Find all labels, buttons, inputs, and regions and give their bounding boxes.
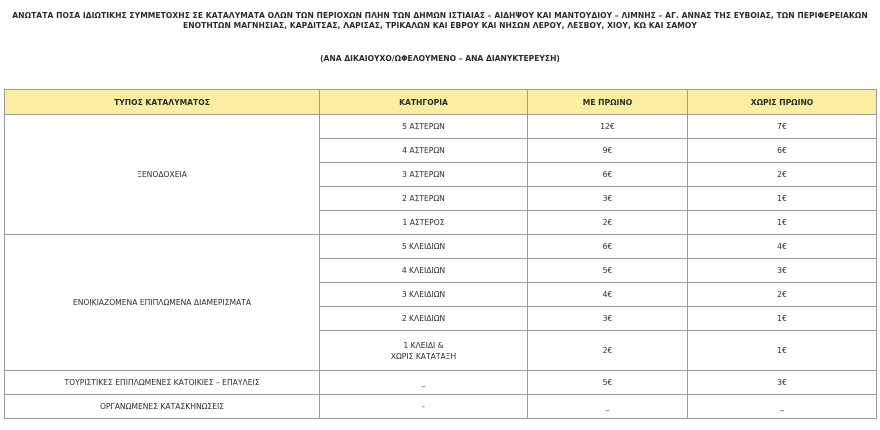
category-cell: 5 ΚΛΕΙΔΙΩΝ xyxy=(320,235,528,259)
header-without-breakfast: ΧΩΡΙΣ ΠΡΩΙΝΟ xyxy=(688,90,877,115)
table-row xyxy=(5,235,877,259)
without-breakfast-cell: _ xyxy=(688,395,877,419)
with-breakfast-cell: 12€ xyxy=(528,115,688,139)
with-breakfast-cell: 2€ xyxy=(528,331,688,371)
table-row xyxy=(5,395,877,419)
without-breakfast-cell: 1€ xyxy=(688,307,877,331)
category-line-2: ΧΩΡΙΣ ΚΑΤΑΤΑΞΗ xyxy=(390,351,457,361)
table-header-row xyxy=(5,90,877,115)
document-subtitle: (ΑΝΑ ΔΙΚΑΙΟΥΧΟ/ΩΦΕΛΟΥΜΕΝΟ – ΑΝΑ ΔΙΑΝΥΚΤΕΡΕΥΣΗ) xyxy=(320,54,560,63)
with-breakfast-cell: 5€ xyxy=(528,371,688,395)
category-cell: - xyxy=(320,395,528,419)
with-breakfast-cell: 3€ xyxy=(528,187,688,211)
without-breakfast-cell: 3€ xyxy=(688,259,877,283)
without-breakfast-cell: 4€ xyxy=(688,235,877,259)
category-cell: 2 ΑΣΤΕΡΩΝ xyxy=(320,187,528,211)
without-breakfast-cell: 2€ xyxy=(688,163,877,187)
table-row xyxy=(5,371,877,395)
accommodation-type-camping: ΟΡΓΑΝΩΜΕΝΕΣ ΚΑΤΑΣΚΗΝΩΣΕΙΣ xyxy=(5,395,320,419)
without-breakfast-cell: 1€ xyxy=(688,331,877,371)
category-line-1: 1 ΚΛΕΙΔΙ & xyxy=(403,340,444,350)
with-breakfast-cell: 6€ xyxy=(528,235,688,259)
accommodation-type-hotels: ΞΕΝΟΔΟΧΕΙΑ xyxy=(5,115,320,235)
with-breakfast-cell: 5€ xyxy=(528,259,688,283)
rates-table xyxy=(4,89,877,419)
table-row xyxy=(5,115,877,139)
category-cell: 4 ΑΣΤΕΡΩΝ xyxy=(320,139,528,163)
with-breakfast-cell: 2€ xyxy=(528,211,688,235)
category-cell: _ xyxy=(320,371,528,395)
header-with-breakfast: ΜΕ ΠΡΩΙΝΟ xyxy=(528,90,688,115)
with-breakfast-cell: 9€ xyxy=(528,139,688,163)
without-breakfast-cell: 2€ xyxy=(688,283,877,307)
category-cell: 3 ΚΛΕΙΔΙΩΝ xyxy=(320,283,528,307)
with-breakfast-cell: 6€ xyxy=(528,163,688,187)
category-cell: 5 ΑΣΤΕΡΩΝ xyxy=(320,115,528,139)
without-breakfast-cell: 1€ xyxy=(688,211,877,235)
category-cell xyxy=(320,331,528,371)
title-line-2: ΕΝΟΤΗΤΩΝ ΜΑΓΝΗΣΙΑΣ, ΚΑΡΔΙΤΣΑΣ, ΛΑΡΙΣΑΣ, ΤΡΙΚΑΛΩΝ ΚΑΙ ΕΒΡΟΥ ΚΑΙ ΝΗΣΩΝ ΛΕΡΟΥ, ΛΕΣΒΟΥ, ΧΙΟΥ, ΚΩ ΚΑΙ ΣΑΜΟΥ xyxy=(183,21,697,30)
without-breakfast-cell: 7€ xyxy=(688,115,877,139)
header-category: ΚΑΤΗΓΟΡΙΑ xyxy=(320,90,528,115)
title-line-1: ΑΝΩΤΑΤΑ ΠΟΣΑ ΙΔΙΩΤΙΚΗΣ ΣΥΜΜΕΤΟΧΗΣ ΣΕ ΚΑΤΑΛΥΜΑΤΑ ΟΛΩΝ ΤΩΝ ΠΕΡΙΟΧΩΝ ΠΛΗΝ ΤΩΝ ΔΗΜΩΝ ΙΣΤΙΑΙΑΣ – ΑΙΔΗΨΟΥ ΚΑΙ ΜΑΝΤΟΥΔΙΟΥ – ΛΙΜΝΗΣ – ΑΓ. ΑΝΝΑΣ ΤΗΣ ΕΥΒΟΙΑΣ, ΤΩΝ ΠΕΡΙΦΕΡΕΙΑΚΩΝ xyxy=(12,11,868,20)
category-cell: 4 ΚΛΕΙΔΙΩΝ xyxy=(320,259,528,283)
category-cell: 3 ΑΣΤΕΡΩΝ xyxy=(320,163,528,187)
with-breakfast-cell: 3€ xyxy=(528,307,688,331)
category-cell: 2 ΚΛΕΙΔΙΩΝ xyxy=(320,307,528,331)
without-breakfast-cell: 6€ xyxy=(688,139,877,163)
header-accommodation-type: ΤΥΠΟΣ ΚΑΤΑΛΥΜΑΤΟΣ xyxy=(5,90,320,115)
category-cell: 1 ΑΣΤΕΡΟΣ xyxy=(320,211,528,235)
with-breakfast-cell: _ xyxy=(528,395,688,419)
accommodation-type-touristic: ΤΟΥΡΙΣΤΙΚΕΣ ΕΠΙΠΛΩΜΕΝΕΣ ΚΑΤΟΙΚΙΕΣ – ΕΠΑΥΛΕΙΣ xyxy=(5,371,320,395)
without-breakfast-cell: 1€ xyxy=(688,187,877,211)
with-breakfast-cell: 4€ xyxy=(528,283,688,307)
document-title xyxy=(0,11,880,31)
accommodation-type-apartments: ΕΝΟΙΚΙΑΖΟΜΕΝΑ ΕΠΙΠΛΩΜΕΝΑ ΔΙΑΜΕΡΙΣΜΑΤΑ xyxy=(5,235,320,371)
without-breakfast-cell: 3€ xyxy=(688,371,877,395)
